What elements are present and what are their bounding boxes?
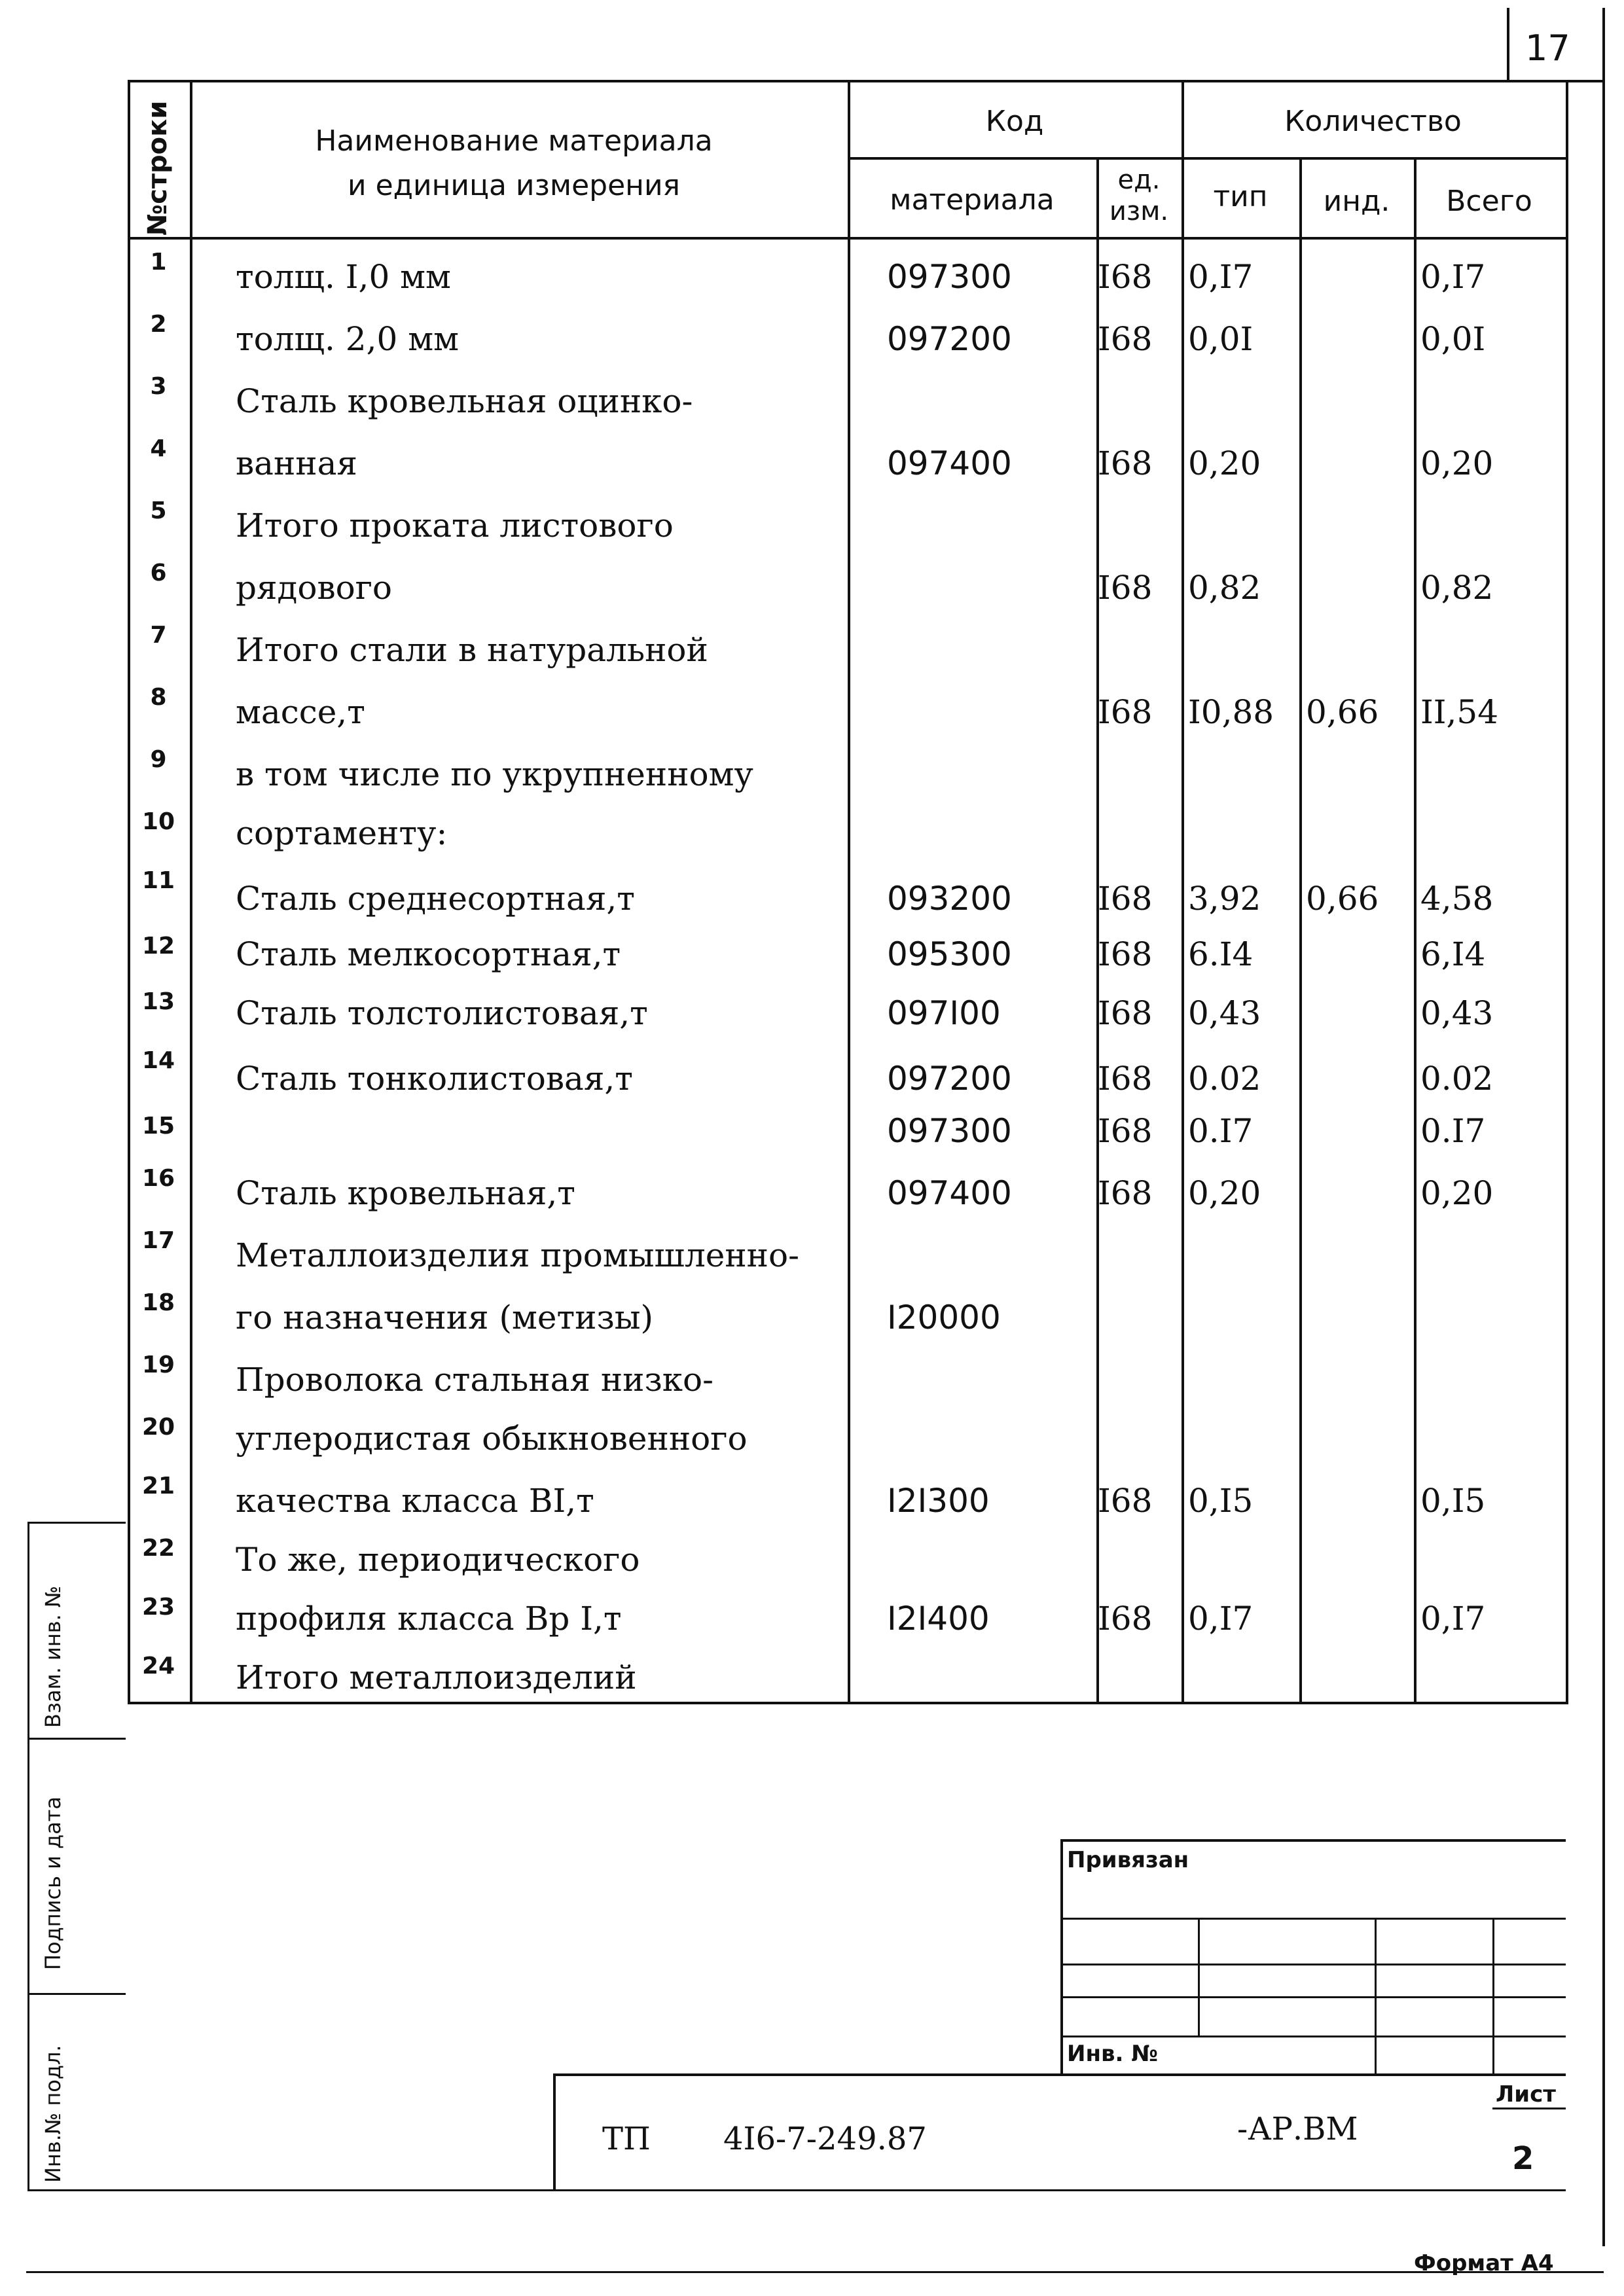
format-label: Формат А4 [1414,2250,1554,2276]
unit-code: I68 [1098,935,1153,973]
qty-total: 0,20 [1420,1174,1494,1212]
row-number: 19 [141,1352,175,1378]
row-number: 11 [141,867,175,894]
qty-total: 0,0I [1420,320,1486,358]
material-name: Сталь кровельная оцинко- [236,382,693,420]
row-number: 10 [141,808,175,835]
qty-type: 0,20 [1188,444,1261,482]
row-number: 20 [141,1414,175,1441]
material-name: го назначения (метизы) [236,1299,654,1336]
qty-type: 0,43 [1188,994,1261,1032]
privyazan-label: Привязан [1067,1847,1189,1873]
unit-code: I68 [1098,444,1153,482]
row-number: 21 [141,1473,175,1499]
row-number-header: №строки [143,100,173,236]
row-number: 17 [141,1227,175,1254]
qty-type: 0,20 [1188,1174,1261,1212]
material-name: Сталь мелкосортная,т [236,935,621,973]
qty-type: I0,88 [1188,693,1274,731]
qty-ind: 0,66 [1306,880,1379,918]
qty-type: 0,I7 [1188,1600,1254,1638]
name-header-line1: Наименование материала [315,124,713,158]
page-number: 17 [1525,27,1570,69]
qty-type: 0.02 [1188,1060,1261,1098]
qty-total: 0,82 [1420,569,1494,607]
row-number: 1 [150,249,167,276]
row-number: 15 [141,1113,175,1139]
qty-total: II,54 [1420,693,1499,731]
material-code: 097300 [887,258,1012,296]
vzam-inv-label: Взам. инв. № [41,1585,65,1728]
row-number: 9 [150,746,167,773]
material-name: сортаменту: [236,814,448,852]
qty-type: 0.I7 [1188,1112,1254,1150]
qty-total: 4,58 [1420,880,1494,918]
code-header: Код [985,105,1044,138]
material-name: углеродистая обыкновенного [236,1420,748,1458]
material-name: в том числе по укрупненному [236,755,753,793]
unit-code: I68 [1098,693,1153,731]
material-name: Проволока стальная низко- [236,1361,713,1399]
unit-header-line1: ед. [1117,165,1161,195]
document-mark: -АР.ВМ [1237,2111,1358,2147]
qty-total: 0,I7 [1420,1600,1486,1638]
material-name: профиля класса Вр I,т [236,1600,622,1638]
material-code: I20000 [887,1299,1001,1336]
sheet-number: 2 [1512,2140,1534,2177]
material-code: 097200 [887,1060,1012,1098]
material-name: Сталь кровельная,т [236,1174,575,1212]
qty-type: 0,I5 [1188,1482,1254,1520]
material-code: 095300 [887,935,1012,973]
unit-code: I68 [1098,994,1153,1032]
unit-code: I68 [1098,1060,1153,1098]
qty-total: 6,I4 [1420,935,1486,973]
material-name: качества класса BI,т [236,1482,594,1520]
unit-code: I68 [1098,1112,1153,1150]
unit-code: I68 [1098,1600,1153,1638]
qty-type: 6.I4 [1188,935,1254,973]
material-code: 097400 [887,1174,1012,1212]
material-name: Металлоизделия промышленно- [236,1236,799,1274]
material-code: I2I300 [887,1482,990,1520]
material-code: 093200 [887,880,1012,918]
qty-total: 0,20 [1420,444,1494,482]
material-name: толщ. 2,0 мм [236,320,459,358]
row-number: 7 [150,622,167,649]
material-name: Сталь тонколистовая,т [236,1060,633,1098]
row-number: 23 [141,1594,175,1621]
material-code: 097400 [887,444,1012,482]
unit-code: I68 [1098,569,1153,607]
qty-total: 0,I5 [1420,1482,1486,1520]
material-code: 097200 [887,320,1012,358]
qty-total: 0.I7 [1420,1112,1486,1150]
material-code: I2I400 [887,1600,990,1638]
unit-code: I68 [1098,258,1153,296]
podpis-data-label: Подпись и дата [41,1796,65,1970]
unit-code: I68 [1098,1482,1153,1520]
quantity-header: Количество [1284,105,1462,138]
qty-type: 0,0I [1188,320,1254,358]
material-name: рядового [236,569,392,607]
row-number: 5 [150,497,167,524]
series-code: ТП [602,2121,651,2157]
row-number: 8 [150,684,167,711]
ind-header: инд. [1323,185,1390,218]
row-number: 2 [150,311,167,338]
row-number: 16 [141,1165,175,1192]
material-code: 097300 [887,1112,1012,1150]
material-name: Итого проката листового [236,507,674,545]
row-number: 4 [150,435,167,462]
material-name: толщ. I,0 мм [236,258,451,296]
qty-type: 0,I7 [1188,258,1254,296]
row-number: 14 [141,1047,175,1074]
qty-total: 0.02 [1420,1060,1494,1098]
unit-code: I68 [1098,1174,1153,1212]
qty-ind: 0,66 [1306,693,1379,731]
row-number: 18 [141,1289,175,1316]
material-name: То же, периодического [236,1541,640,1579]
material-name: Итого металлоизделий [236,1659,637,1696]
qty-type: 0,82 [1188,569,1261,607]
row-number: 12 [141,933,175,960]
inv-podl-label: Инв.№ подл. [41,2045,65,2183]
row-number: 3 [150,373,167,400]
qty-type: 3,92 [1188,880,1261,918]
unit-code: I68 [1098,320,1153,358]
unit-code: I68 [1098,880,1153,918]
material-code-header: материала [890,183,1055,217]
unit-header-line2: изм. [1109,196,1169,226]
sheet-label: Лист [1496,2081,1556,2108]
total-header: Всего [1446,185,1532,218]
row-number: 22 [141,1535,175,1562]
document-number: 4I6-7-249.87 [723,2121,927,2157]
row-number: 6 [150,560,167,586]
material-name: ванная [236,444,357,482]
material-name: Сталь среднесортная,т [236,880,635,918]
inv-no-label: Инв. № [1067,2041,1159,2067]
row-number: 13 [141,988,175,1015]
material-name: массе,т [236,693,365,731]
material-name: Итого стали в натуральной [236,631,708,669]
name-header-line2: и единица измерения [347,169,681,202]
qty-total: 0,43 [1420,994,1494,1032]
material-code: 097I00 [887,994,1001,1032]
material-name: Сталь толстолистовая,т [236,994,648,1032]
qty-total: 0,I7 [1420,258,1486,296]
row-number: 24 [141,1653,175,1679]
type-header: тип [1213,180,1268,213]
